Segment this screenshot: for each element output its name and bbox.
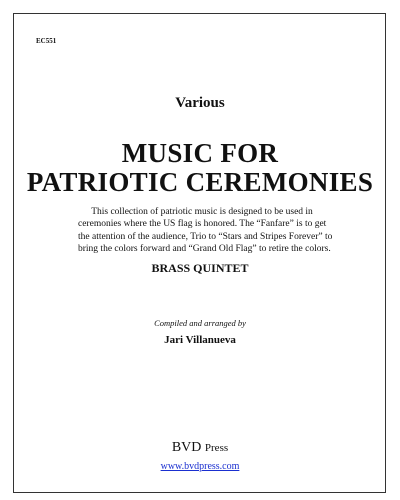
description-line: This collection of patriotic music is designed to be used in [91,207,313,217]
title-line-1: MUSIC FOR [121,138,279,168]
title-line-2: PATRIOTIC CEREMONIES [26,167,374,197]
description [78,206,333,255]
publisher-name-main: BVD [171,440,202,455]
compiled-by-label: Compiled and arranged by [154,318,246,328]
arranger-name: Jari Villanueva [164,334,236,346]
description-line: bring the colors forward and “Grand Old Flag” to retire the colors. [78,243,331,254]
description-line: ceremonies where the US flag is honored. The “Fanfare” is to get [78,219,327,230]
composer-name: Various [175,95,225,111]
description-line: the attention of the audience, Trio to “Stars and Stripes Forever” to [78,231,333,242]
ensemble-label: BRASS QUINTET [151,261,249,275]
catalog-number: EC551 [36,37,57,45]
publisher-name-small: Press [204,442,229,454]
publisher-name [0,440,400,456]
publisher-website-link[interactable]: www.bvdpress.com [160,461,240,472]
